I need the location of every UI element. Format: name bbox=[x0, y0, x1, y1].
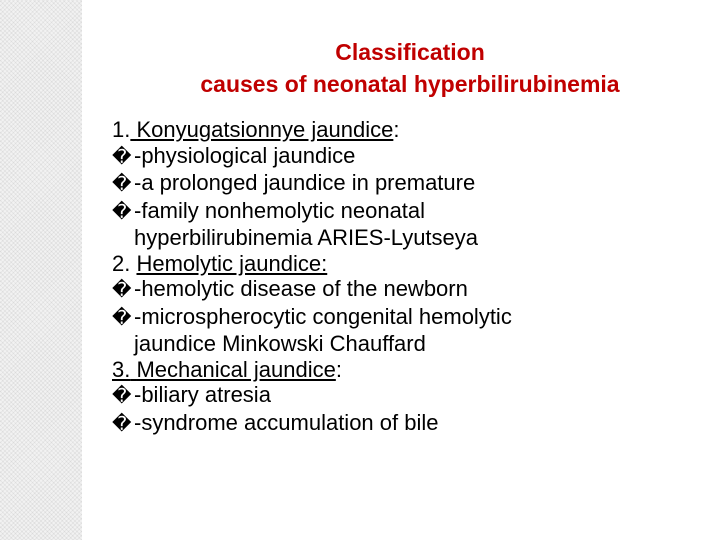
section-heading-text: Hemolytic jaundice: bbox=[136, 250, 328, 276]
section-heading bbox=[112, 251, 702, 277]
bullet-icon: � bbox=[112, 145, 132, 168]
list-item-continuation: hyperbilirubinemia ARIES-Lyutseya bbox=[134, 225, 479, 250]
bullet-icon: � bbox=[112, 279, 132, 301]
section-suffix: : bbox=[335, 356, 342, 382]
section-heading bbox=[112, 357, 702, 383]
bullet-icon: � bbox=[112, 385, 132, 407]
list-item: � -syndrome accumulation of bile bbox=[112, 410, 702, 438]
section-number: 1. bbox=[112, 117, 131, 142]
list-item-continuation: jaundice Minkowski Chauffard bbox=[134, 331, 426, 356]
section-heading-text: 3. Mechanical jaundice bbox=[112, 356, 336, 382]
section-number: 2. bbox=[112, 250, 131, 276]
title-line-1: Classification bbox=[335, 39, 485, 65]
list-item: � -hemolytic disease of the newborn bbox=[112, 276, 702, 304]
list-item: � -family nonhemolytic neonatal bbox=[112, 198, 702, 226]
list-item: � -biliary atresia bbox=[112, 382, 702, 410]
section-heading-text: Konyugatsionnye jaundice bbox=[136, 117, 394, 142]
bullet-icon: � bbox=[112, 306, 132, 329]
list-item: � -microspherocytic congenital hemolytic bbox=[112, 304, 702, 332]
slide-body bbox=[112, 117, 702, 437]
list-item: � -physiological jaundice bbox=[112, 143, 702, 171]
bullet-icon: � bbox=[112, 412, 132, 435]
title-line-2: causes of neonatal hyperbilirubinemia bbox=[200, 71, 620, 97]
bullet-icon: � bbox=[112, 173, 132, 195]
list-item: � -a prolonged jaundice in premature bbox=[112, 170, 702, 198]
section-heading bbox=[112, 117, 702, 143]
slide-title bbox=[0, 36, 720, 100]
bullet-icon: � bbox=[112, 200, 132, 223]
section-suffix: : bbox=[393, 117, 400, 142]
